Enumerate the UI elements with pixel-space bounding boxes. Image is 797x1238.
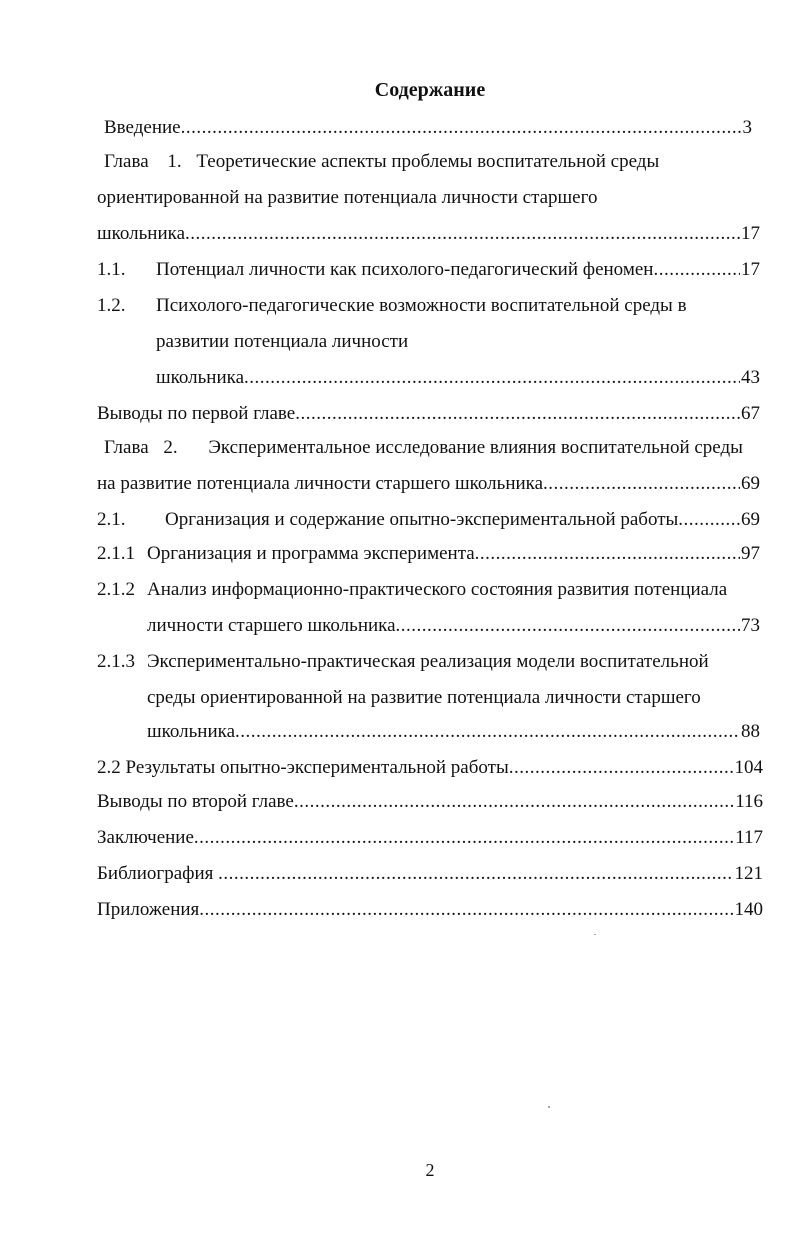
toc-page: 17: [741, 259, 760, 280]
section-title-line-1: Психолого-педагогические возможности воспитательной среды в: [156, 295, 687, 316]
scan-speck: [548, 1106, 550, 1108]
section-number: 2.1.: [97, 509, 126, 530]
toc-label: Введение: [104, 117, 181, 138]
leader-dots: [185, 222, 740, 246]
toc-label: Организация и содержание опытно-экспериментальной работы: [165, 509, 679, 530]
toc-label: Приложения: [97, 899, 200, 920]
toc-entry-conclusions-2: [97, 790, 763, 814]
section-number: 2.1.1: [97, 543, 135, 564]
leader-dots: [653, 258, 740, 282]
toc-page: 104: [734, 757, 763, 778]
toc-label: на развитие потенциала личности старшего школьника: [97, 473, 544, 494]
toc-page: 67: [741, 403, 760, 424]
leader-dots: [509, 756, 734, 780]
page-number: 2: [425, 1160, 435, 1180]
scan-speck: [594, 934, 596, 935]
toc-entry-chapter-1: [104, 150, 760, 174]
leader-dots: [194, 826, 734, 850]
toc-page: 116: [735, 791, 763, 812]
toc-page: 3: [742, 117, 752, 138]
toc-label: 2.2 Результаты опытно-экспериментальной работы: [97, 757, 509, 778]
section-number: 2.1.2: [97, 579, 135, 600]
leader-dots: [543, 472, 740, 496]
leader-dots: [678, 508, 740, 532]
toc-entry-chapter-1-tail: [97, 222, 760, 246]
toc-entry-2-1: [165, 508, 760, 532]
toc-label: Организация и программа эксперимента: [147, 543, 475, 564]
toc-label: школьника: [147, 721, 236, 742]
toc-page: 97: [741, 543, 760, 564]
section-title-line-2: развитии потенциала личности: [156, 331, 409, 352]
toc-entry-2-2: [97, 756, 763, 780]
toc-label: личности старшего школьника: [147, 615, 396, 636]
toc-entry-chapter-2: [104, 436, 760, 460]
toc-page: 73: [741, 615, 760, 636]
leader-dots: [244, 366, 740, 390]
leader-dots: [181, 116, 742, 140]
toc-label: Библиография: [97, 863, 219, 884]
chapter-title-line-2: ориентированной на развитие потенциала личности старшего: [97, 187, 598, 208]
chapter-title-line-1: Теоретические аспекты проблемы воспитательной среды: [196, 151, 660, 172]
leader-dots: [475, 542, 740, 566]
toc-entry-1-2-tail: [156, 366, 760, 390]
toc-entry-2-1-1: [147, 542, 760, 566]
toc-label: Заключение: [97, 827, 194, 848]
toc-entry-2-1-3-tail: [147, 720, 760, 744]
leader-dots: [218, 862, 733, 886]
toc-page: 43: [741, 367, 760, 388]
toc-entry-conclusions-1: [97, 402, 760, 426]
toc-page: 117: [735, 827, 763, 848]
leader-dots: [294, 790, 734, 814]
section-title-line-1: Экспериментально-практическая реализация модели воспитательной: [147, 651, 709, 672]
toc-entry-conclusion: [97, 826, 763, 850]
toc-entry-2-1-2-tail: [147, 614, 760, 638]
toc-entry-chapter-2-tail: [97, 472, 760, 496]
toc-entry-intro: [104, 116, 752, 140]
toc-label: школьника: [97, 223, 186, 244]
leader-dots: [295, 402, 740, 426]
toc-page: 17: [741, 223, 760, 244]
chapter-number: 2.: [163, 437, 178, 458]
section-number: 1.2.: [97, 295, 126, 316]
toc-entry-1-1: [156, 258, 760, 282]
leader-dots: [396, 614, 740, 638]
toc-entry-bibliography: [97, 862, 763, 886]
section-number: 1.1.: [97, 259, 126, 280]
toc-label: Потенциал личности как психолого-педагогический феномен: [156, 259, 654, 280]
toc-label: Выводы по второй главе: [97, 791, 294, 812]
page-title: Содержание: [374, 79, 486, 101]
toc-page: 121: [734, 863, 763, 884]
leader-dots: [235, 720, 740, 744]
chapter-number: 1.: [167, 151, 182, 172]
toc-label: Выводы по первой главе: [97, 403, 296, 424]
leader-dots: [199, 898, 733, 922]
toc-entry-appendices: [97, 898, 763, 922]
chapter-word: Глава: [104, 437, 149, 458]
toc-page: 69: [741, 509, 760, 530]
toc-page: 69: [741, 473, 760, 494]
chapter-word: Глава: [104, 151, 149, 172]
section-title-line-2: среды ориентированной на развитие потенциала личности старшего: [147, 687, 701, 708]
chapter-title-line-1: Экспериментальное исследование влияния воспитательной среды: [208, 437, 743, 458]
section-number: 2.1.3: [97, 651, 135, 672]
section-title-line-1: Анализ информационно-практического состояния развития потенциала: [147, 579, 728, 600]
toc-page: 88: [741, 721, 760, 742]
toc-label: школьника: [156, 367, 245, 388]
toc-page: 140: [734, 899, 763, 920]
